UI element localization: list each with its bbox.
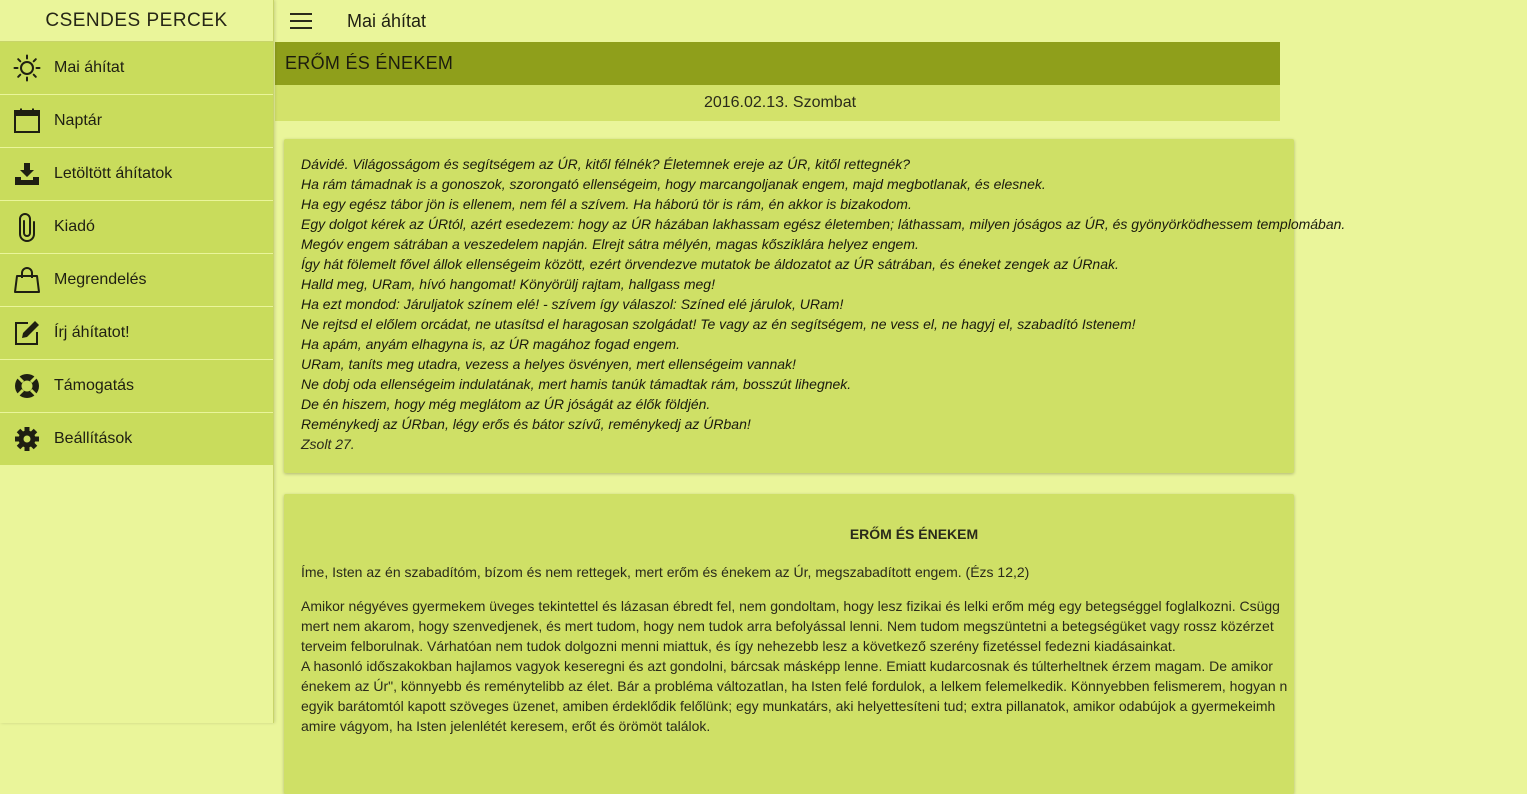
article-line: Amikor négyéves gyermekem üveges tekintettel és lázasan ébredt fel, nem gondoltam, hogy lesz fizikai és lelki erőm még egy betegséggel foglalkozni. Csügg [301,598,1280,614]
gear-icon [0,413,54,466]
sidebar-item-irj-ahitatot[interactable] [0,307,273,360]
sidebar-item-mai-ahitat[interactable] [0,42,273,95]
sidebar-item-label: Mai áhítat [54,59,125,76]
sidebar-item-label: Letöltött áhítatok [54,165,173,182]
sidebar-item-label: Megrendelés [54,271,147,288]
verse-line: URam, taníts meg utadra, vezess a helyes ösvényen, mert ellenségeim vannak! [301,356,796,372]
article-line: terveim felborulnak. Várhatóan nem tudok dolgozni menni miattuk, és így nehezebb lesz a következő szerény fizetéssel fedezni kiadásainkat. [301,638,1176,654]
article-line: énekem az Úr", könnyebb és reménytelibb az élet. Bár a probléma változatlan, ha Isten felé fordulok, a lelkem felemelkedik. Könnyebben felismerem, hogyan n [301,678,1288,694]
verse-line: Ha apám, anyám elhagyna is, az ÚR magához fogad engem. [301,336,680,352]
lifebuoy-icon [0,360,54,413]
sidebar-item-label: Kiadó [54,218,95,235]
sidebar-item-megrendeles[interactable] [0,254,273,307]
verse-reference: Zsolt 27. [301,436,355,452]
sidebar-item-naptar[interactable] [0,95,273,148]
verse-line: De én hiszem, hogy még meglátom az ÚR jóságát az élők földjén. [301,396,711,412]
article-quote: Íme, Isten az én szabadítóm, bízom és nem rettegek, mert erőm és énekem az Úr, megszabadított engem. (Ézs 12,2) [301,564,1030,580]
verse-line: Ha egy egész tábor jön is ellenem, nem fél a szívem. Ha háború tör is rám, én akkor is bizakodom. [301,196,912,212]
verse-line: Egy dolgot kérek az ÚRtól, azért esedezem: hogy az ÚR házában lakhassam egész életemben; láthassam, milyen jóságos az ÚR, és gyönyörködhessem templomában. [301,216,1346,232]
paperclip-icon [0,201,54,254]
navigation-drawer [0,0,274,723]
sidebar-item-label: Naptár [54,112,103,129]
article-card [284,494,1294,794]
article-line: egyik barátomtól kapott szöveges üzenet, amiben érdeklődik felőlünk; egy munkatárs, aki helyettesíteni tud; extra pillanatok, amikor odabújok a gyermekeimh [301,698,1276,714]
edit-icon [0,307,54,360]
page-title: Mai áhítat [347,10,427,31]
verse-line: Ne dobj oda ellenségeim indulatának, mert hamis tanúk támadtak rám, bosszút lihegnek. [301,376,852,392]
hamburger-menu-button[interactable] [275,0,327,42]
verse-line: Reménykedj az ÚRban, légy erős és bátor szívű, reménykedj az ÚRban! [301,416,751,432]
shopping-bag-icon [0,254,54,307]
article-title: ERŐM ÉS ÉNEKEM [849,526,979,542]
verse-line: Megóv engem sátrában a veszedelem napján. Elrejt sátra mélyén, magas kősziklára helyez engem. [301,236,919,252]
verse-line: Ha rám támadnak is a gonoszok, szorongató ellenségeim, hogy marcangoljanak engem, majd megbotlanak, és elesnek. [301,176,1046,192]
app-title: CSENDES PERCEK [0,0,273,42]
sidebar-item-label: Írj áhítatot! [54,324,130,341]
article-body [301,596,1294,736]
sidebar-item-label: Beállítások [54,430,133,447]
hamburger-icon [290,12,312,30]
verse-line: Ne rejtsd el előlem orcádat, ne utasítsd el haragosan szolgádat! Te vagy az én segítségem, ne vess el, ne hagyj el, szabadító Istenem! [301,316,1136,332]
date-label: 2016.02.13. Szombat [275,85,1280,121]
calendar-icon [0,95,54,148]
main-content[interactable] [275,42,1346,734]
article-line: A hasonló időszakokban hajlamos vagyok keseregni és azt gondolni, bárcsak másképp lenne. Emiatt kudarcosnak és túlterheltnek érzem magam. De amikor [301,658,1273,674]
sidebar-item-tamogatas[interactable] [0,360,273,413]
sun-icon [0,42,54,95]
section-title: ERŐM ÉS ÉNEKEM [275,42,1280,85]
verse-line: Dávidé. Világosságom és segítségem az ÚR, kitől félnék? Életemnek ereje az ÚR, kitől rettegnék? [301,156,911,172]
verse-line: Így hát fölemelt fővel állok ellenségeim között, ezért örvendezve mutatok be áldozatot az ÚR sátrában, és éneket zengek az ÚRnak. [301,256,1119,272]
sidebar-item-beallitasok[interactable] [0,413,273,466]
verse-line: Ha ezt mondod: Járuljatok színem elé! - szívem így válaszol: Színed elé járulok, URam! [301,296,844,312]
sidebar-item-kiado[interactable] [0,201,273,254]
sidebar-item-letoltott-ahitatok[interactable] [0,148,273,201]
verses-card [284,139,1346,473]
download-icon [0,148,54,201]
article-line: amire vágyom, ha Isten jelenlétét keresem, erőt és örömöt találok. [301,718,711,734]
verse-line: Halld meg, URam, hívó hangomat! Könyörülj rajtam, hallgass meg! [301,276,715,292]
article-line: mert nem akarom, hogy szenvedjenek, és mert tudom, hogy nem tudok arra befolyással lenni. Nem tudom megszüntetni a betegségüket vagy rossz közérzet [301,618,1274,634]
sidebar-item-label: Támogatás [54,377,135,394]
top-app-bar [275,0,1280,42]
